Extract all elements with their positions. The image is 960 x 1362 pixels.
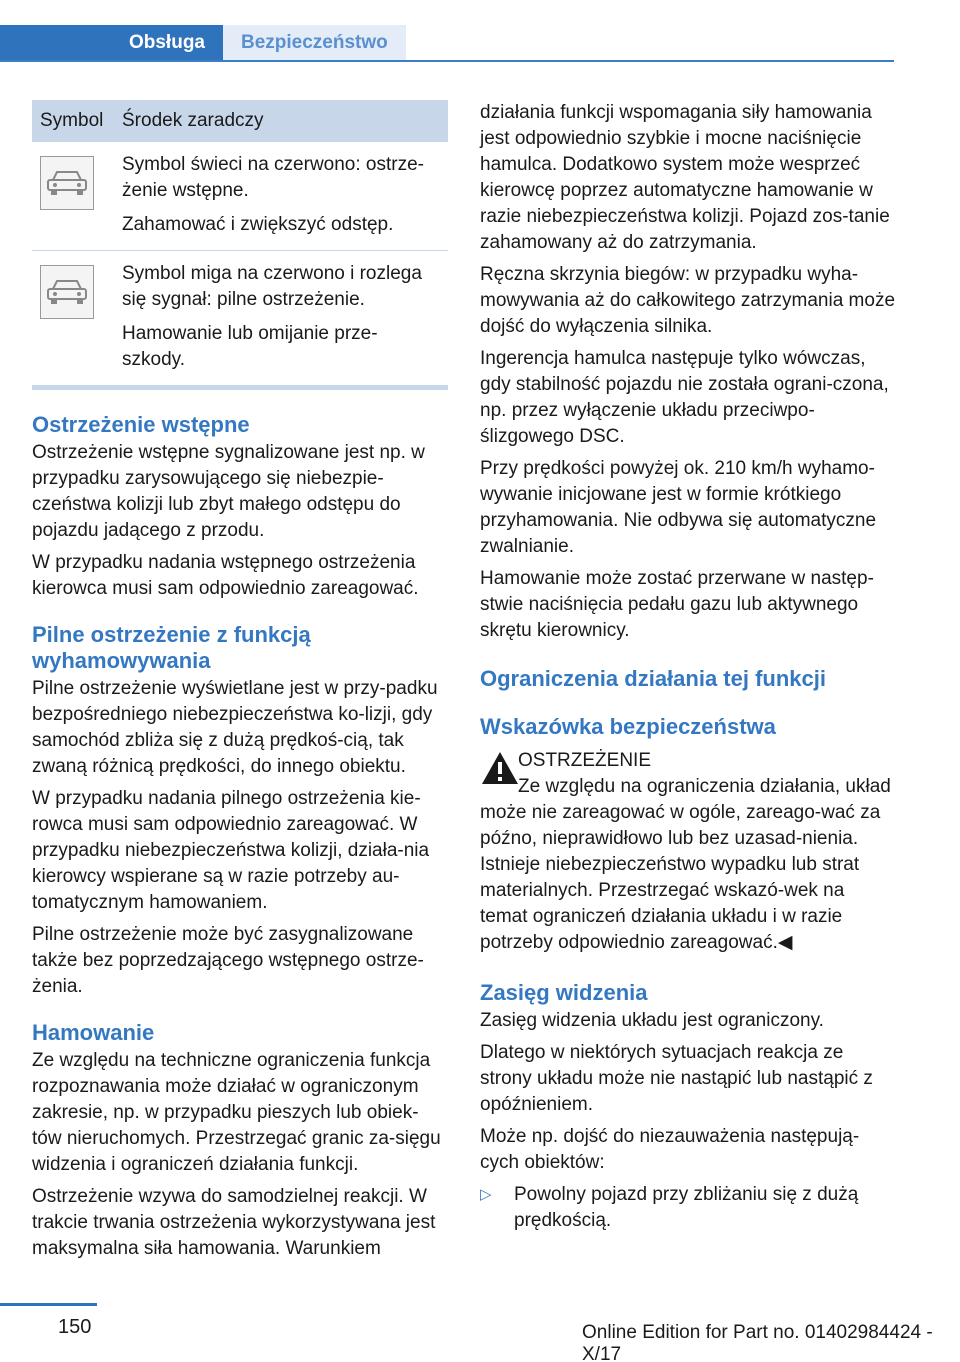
paragraph: W przypadku nadania wstępnego ostrzeżenia kierowca musi sam odpowiednio zareagować.	[32, 552, 419, 599]
warning-text: Ze względu na ograniczenia działania, układ może nie zareagować w ogóle, zareago-wać za późno, nieprawidłowo lub bez uzasad-nienia. Istnieje niebezpieczeństwo wypadku lub strat materialnych. Przestrzegać wskazó-wek na temat ograniczeń działania układu i w razie potrzeby odpowiednio zareagować.◀	[480, 776, 891, 953]
paragraph: Hamowanie może zostać przerwane w następ-stwie naciśnięcia pedału gazu lub aktywnego skrętu kierownicy.	[480, 568, 874, 641]
table-row	[32, 142, 448, 251]
paragraph: Może np. dojść do niezauważenia następują-cych obiektów:	[480, 1126, 860, 1173]
paragraph: Ostrzeżenie wzywa do samodzielnej reakcji. W trakcie trwania ostrzeżenia wykorzystywana jest maksymalna siła hamowania. Warunkiem	[32, 1186, 436, 1259]
tab-obsluga[interactable]: Obsługa	[0, 25, 223, 60]
table-header-symbol: Symbol	[32, 100, 114, 142]
section-tabs	[0, 25, 894, 62]
heading-braking: Hamowanie	[32, 1020, 155, 1045]
table-header-row	[32, 100, 448, 142]
list-item	[480, 1182, 896, 1234]
table-cell-text: Zahamować i zwiększyć odstęp.	[122, 214, 394, 235]
warning-title: OSTRZEŻENIE	[518, 750, 652, 771]
heading-safety-note: Wskazówka bezpieczeństwa	[480, 714, 776, 739]
list-item-text: Powolny pojazd przy zbliżaniu się z dużą prędkością.	[514, 1184, 859, 1231]
table-row	[32, 251, 448, 388]
heading-urgent-warning: Pilne ostrzeżenie z funkcją wyhamowywania	[32, 622, 311, 673]
page-number: 150	[58, 1316, 92, 1338]
paragraph: W przypadku nadania pilnego ostrzeżenia kie-rowca musi sam odpowiednio zareagować. W przypadku niebezpieczeństwa kolizji, działa-nia kierowcy wspierane są w razie potrzeby au-tomatycznym hamowaniem.	[32, 788, 430, 913]
heading-range: Zasięg widzenia	[480, 980, 648, 1005]
paragraph: Ingerencja hamulca następuje tylko wówczas, gdy stabilność pojazdu nie została ograni-czona, np. przez wyłączenie układu przeciwpo-ślizgowego DSC.	[480, 348, 889, 447]
tab-bezpieczenstwo[interactable]: Bezpieczeństwo	[223, 25, 406, 60]
paragraph: Przy prędkości powyżej ok. 210 km/h wyhamo-wywanie inicjowane jest w formie krótkiego przyhamowania. Nie odbywa się automatyczne zwalnianie.	[480, 458, 877, 557]
paragraph: Pilne ostrzeżenie może być zasygnalizowane także bez poprzedzającego wstępnego ostrze-żenia.	[32, 924, 424, 997]
heading-limits: Ograniczenia działania tej funkcji	[480, 666, 826, 691]
warning-box	[480, 748, 896, 956]
left-column	[32, 100, 448, 1268]
bullet-triangle-icon: ▷	[480, 1186, 492, 1203]
object-list	[480, 1182, 896, 1234]
table-cell-text: Hamowanie lub omijanie prze-szkody.	[122, 323, 378, 370]
warning-triangle-icon	[480, 750, 520, 786]
paragraph: Ręczna skrzynia biegów: w przypadku wyha-mowywania aż do całkowitego zatrzymania może dojść do wyłączenia silnika.	[480, 264, 896, 337]
table-cell-text: Symbol miga na czerwono i rozlega się sygnał: pilne ostrzeżenie.	[122, 263, 422, 310]
car-front-icon	[40, 265, 94, 319]
right-column	[480, 100, 896, 1234]
paragraph: Ze względu na techniczne ograniczenia funkcja rozpoznawania może działać w ograniczonym zakresie, np. w przypadku pieszych lub obiek-tów nieruchomych. Przestrzegać granic za-sięgu widzenia i ograniczeń działania funkcji.	[32, 1050, 441, 1175]
heading-pre-warning: Ostrzeżenie wstępne	[32, 412, 250, 437]
paragraph: działania funkcji wspomagania siły hamowania jest odpowiednio szybkie i mocne naciśnięcie hamulca. Dodatkowo system może wesprzeć kierowcę poprzez automatyczne hamowanie w razie niebezpieczeństwa kolizji. Pojazd zos-tanie zahamowany aż do zatrzymania.	[480, 102, 890, 253]
car-front-icon	[40, 156, 94, 210]
paragraph: Ostrzeżenie wstępne sygnalizowane jest np. w przypadku zarysowującego się niebezpie-czeństwa kolizji lub zbyt małego odstępu do pojazdu jadącego z przodu.	[32, 442, 425, 541]
footer-divider	[0, 1303, 97, 1306]
paragraph: Pilne ostrzeżenie wyświetlane jest w przy-padku bezpośredniego niebezpieczeństwa ko-lizji, gdy samochód zbliża się z dużą prędkoś-cią, tak zwaną różnicą prędkości, do innego obiektu.	[32, 678, 438, 777]
edition-text: Online Edition for Part no. 01402984424 - X/17	[582, 1322, 933, 1362]
table-header-remedy: Środek zaradczy	[114, 100, 448, 142]
table-cell-text: Symbol świeci na czerwono: ostrze-żenie wstępne.	[122, 154, 424, 201]
paragraph: Zasięg widzenia układu jest ograniczony.	[480, 1010, 824, 1031]
symbol-table	[32, 100, 448, 390]
paragraph: Dlatego w niektórych sytuacjach reakcja ze strony układu może nie nastąpić lub nastąpić z opóźnieniem.	[480, 1042, 873, 1115]
